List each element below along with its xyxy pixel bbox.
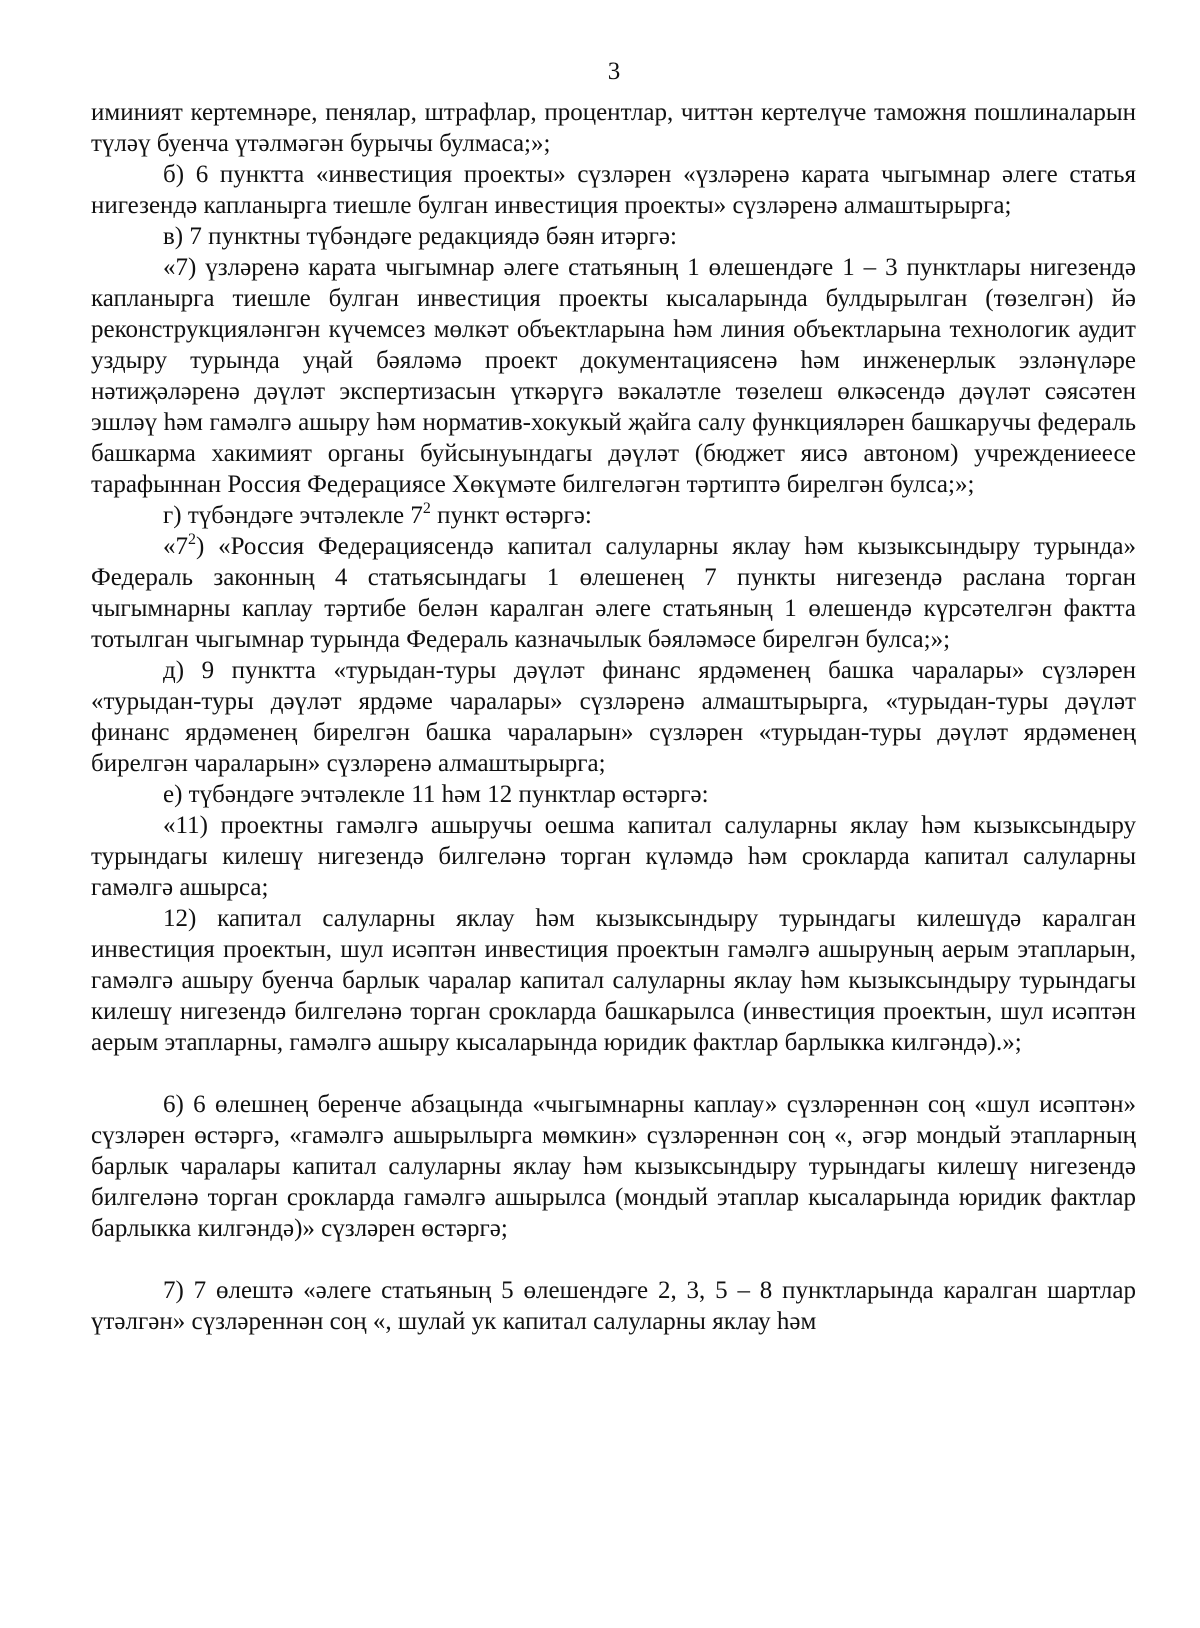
paragraph-item-11: «11) проектны гамәлгә ашыручы оешма капитал салуларны яклау һәм кызыксындыру турындагы килешү нигезендә билгеләнә торган күләмдә һәм срокларда капитал салуларны гамәлгә ашырса; <box>91 812 1136 901</box>
paragraph-d: д) 9 пунктта «турыдан-туры дәүләт финанс ярдәменең башка чаралары» сүзләрен «турыдан-туры дәүләт ярдәме чаралары» сүзләренә алмаштырырга, «турыдан-туры дәүләт финанс ярдәменең бирелгән башка чараларын» сүзләрен «турыдан-туры дәүләт ярдәменең бирелгән чараларын» сүзләренә алмаштырырга; <box>91 657 1136 777</box>
paragraph-item-7-2-text-after: ) «Россия Федерациясендә капитал салуларны яклау һәм кызыксындыру турында» Федераль законның 4 статьясындагы 1 өлешенең 7 пункты нигезендә раслана торган чыгымнарны каплау тәртибе белән каралган әлеге статьяның 1 өлешендә күрсәтелгән фактта тотылган чыгымнар турында Федераль казначылык бәяләмәсе бирелгән булса;»; <box>91 533 1136 653</box>
paragraph-e: е) түбәндәге эчтәлекле 11 һәм 12 пунктлар өстәргә: <box>163 781 709 808</box>
paragraph-v: в) 7 пунктны түбәндәге редакциядә бәян итәргә: <box>163 223 677 250</box>
paragraph-item-7-2-superscript: 2 <box>188 531 196 548</box>
paragraph-6: 6) 6 өлешнең беренче абзацында «чыгымнарны каплау» сүзләреннән соң «шул исәптән» сүзләрен өстәргә, «гамәлгә ашырылырга мөмкин» сүзләреннән соң «, әгәр мондый этапларның барлык чаралары капитал салуларны яклау һәм кызыксындыру турындагы килешү нигезендә билгеләнә торган срокларда гамәлгә ашырылса (мондый этаплар кысаларында юридик фактлар барлыкка килгәндә)» сүзләрен өстәргә; <box>91 1091 1136 1242</box>
paragraph-continuation: иминият кертемнәре, пенялар, штрафлар, процентлар, читтән кертелүче таможня пошлиналарын түләү буенча үтәлмәгән бурычы булмаса;»; <box>91 99 1136 157</box>
document-body <box>91 97 1136 1337</box>
paragraph-item-7-2-text-before: «7 <box>163 533 188 560</box>
paragraph-g-text-before: г) түбәндәге эчтәлекле 7 <box>163 502 423 529</box>
page-number: 3 <box>607 58 621 85</box>
paragraph-item-7-2 <box>91 531 1136 655</box>
paragraph-7: 7) 7 өлештә «әлеге статьяның 5 өлешендәге 2, 3, 5 – 8 пунктларында каралган шартлар үтәлгән» сүзләреннән соң «, шулай ук капитал салуларны яклау һәм <box>91 1277 1136 1335</box>
paragraph-b: б) 6 пунктта «инвестиция проекты» сүзләрен «үзләренә карата чыгымнар әлеге статья нигезендә капланырга тиешле булган инвестиция проекты» сүзләренә алмаштырырга; <box>91 161 1136 219</box>
paragraph-item-12: 12) капитал салуларны яклау һәм кызыксындыру турындагы килешүдә каралган инвестиция проектын, шул исәптән инвестиция проектын гамәлгә ашыруның аерым этапларын, гамәлгә ашыру буенча барлык чаралар капитал салуларны яклау һәм кызыксындыру турындагы килешү нигезендә билгеләнә торган срокларда башкарылса (инвестиция проектын, шул исәптән аерым этапларны, гамәлгә ашыру кысаларында юридик фактлар барлыкка килгәндә).»; <box>91 905 1136 1056</box>
paragraph-g-superscript: 2 <box>422 500 431 517</box>
paragraph-item-7: «7) үзләренә карата чыгымнар әлеге статьяның 1 өлешендәге 1 – 3 пунктлары нигезендә капланырга тиешле булган инвестиция проекты кысаларында булдырылган (төзелгән) йә реконструкцияләнгән күчемсез мөлкәт объектларына һәм линия объектларына технологик аудит уздыру турында уңай бәяләмә проект документациясенә һәм инженерлык эзләнүләре нәтиҗәләренә дәүләт экспертизасын үткәрүгә вәкаләтле төзелеш өлкәсендә дәүләт сәясәтен эшләү һәм гамәлгә ашыру һәм норматив-хокукый җайга салу функцияләрен башкаручы федераль башкарма хакимият органы буйсынуындагы дәүләт (бюджет яисә автоном) учреждениеесе тарафыннан Россия Федерациясе Хөкүмәте билгеләгән тәртиптә бирелгән булса;»; <box>91 254 1136 498</box>
paragraph-g <box>91 500 1136 531</box>
paragraph-g-text-after: пункт өстәргә: <box>430 502 592 529</box>
